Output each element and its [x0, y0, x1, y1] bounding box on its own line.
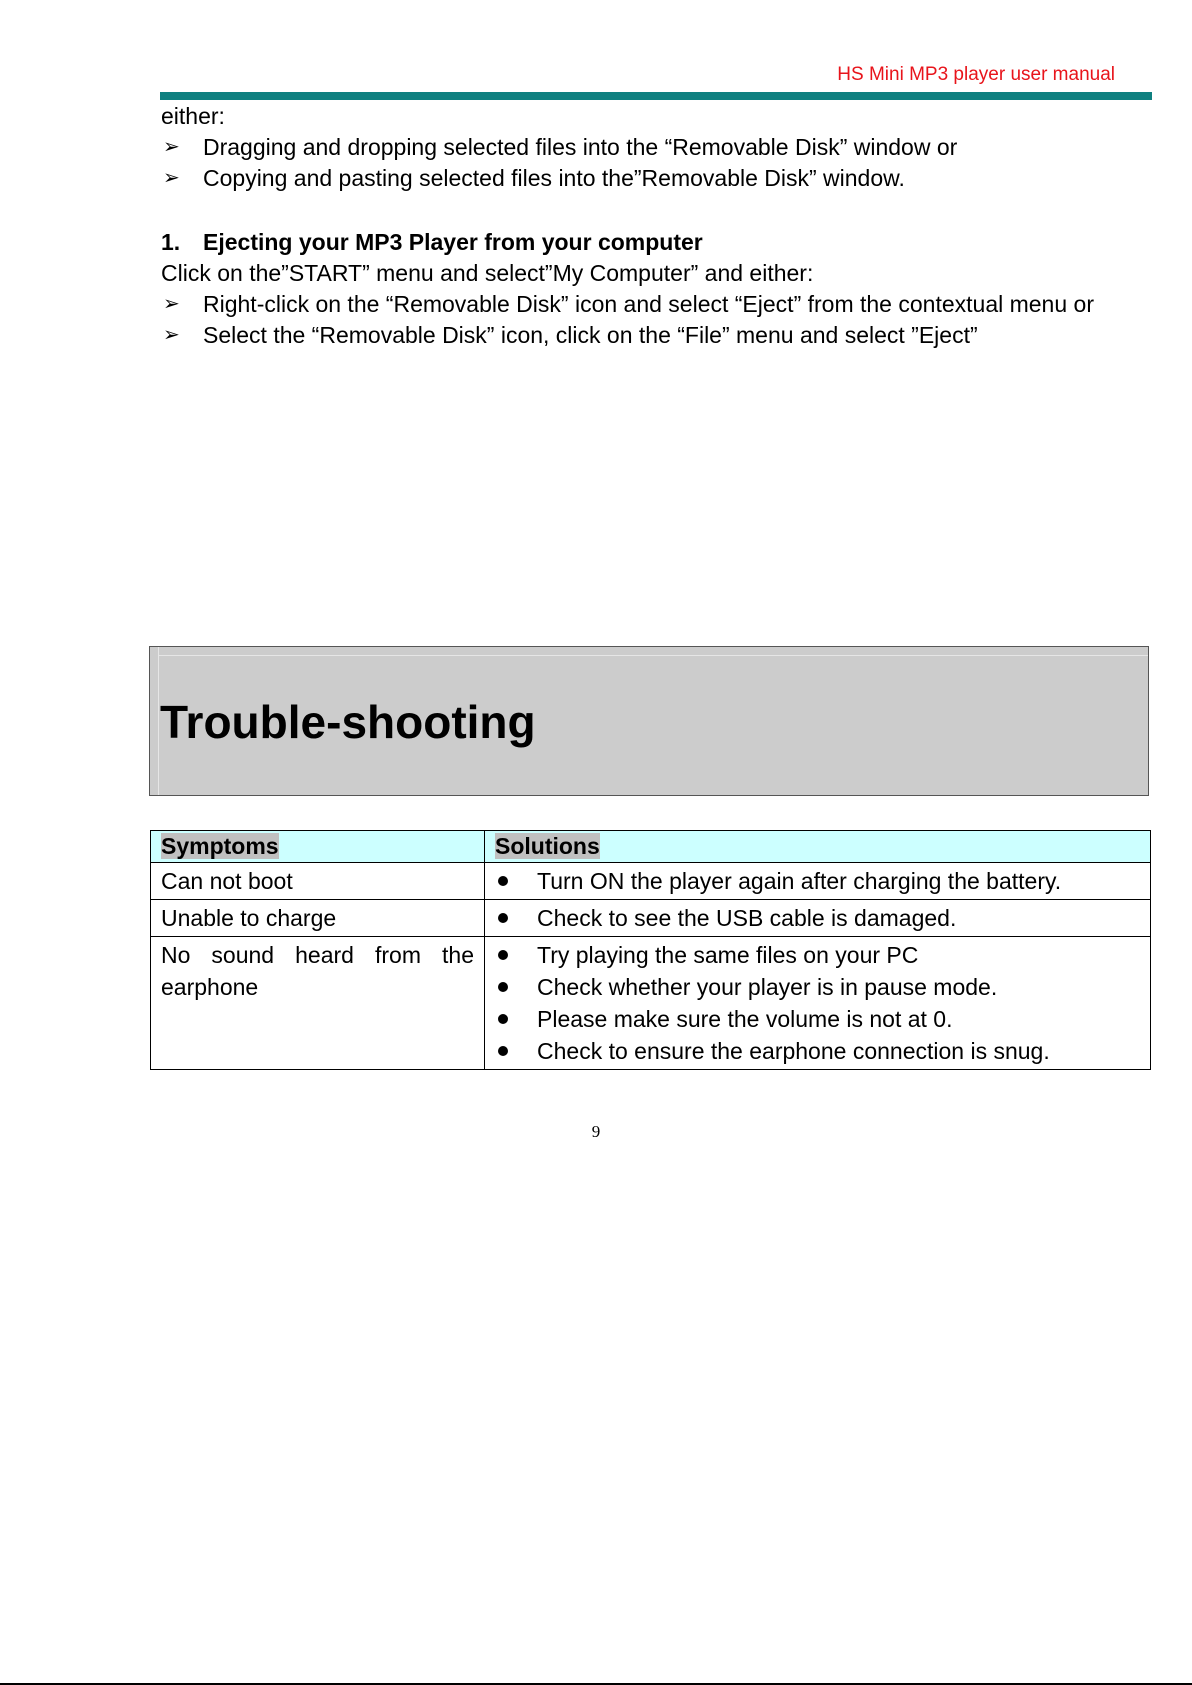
table-row — [151, 900, 1151, 937]
intro-bullet-list — [161, 132, 1121, 194]
list-item — [161, 320, 1121, 351]
title-box-inner-rule-top — [158, 655, 1148, 656]
list-item — [495, 865, 1140, 897]
arrowhead-bullet-icon: ➢ — [163, 136, 180, 158]
page-number: 9 — [591, 1122, 601, 1141]
list-item — [495, 1003, 1140, 1035]
list-item — [161, 163, 1121, 194]
intro-lead: either: — [161, 103, 225, 129]
column-header-symptoms — [151, 831, 485, 863]
bullet-text: Copying and pasting selected files into the”Removable Disk” window. — [203, 165, 905, 191]
solution-text: Try playing the same files on your PC — [537, 942, 919, 968]
troubleshooting-table — [150, 830, 1151, 1070]
arrowhead-bullet-icon: ➢ — [163, 324, 180, 346]
bullet-text: Right-click on the “Removable Disk” icon and select “Eject” from the contextual menu or — [203, 291, 1094, 317]
filled-circle-bullet-icon — [498, 913, 508, 923]
filled-circle-bullet-icon — [498, 1014, 508, 1024]
section-intro: Click on the”START” menu and select”My Computer” and either: — [161, 260, 814, 286]
arrowhead-bullet-icon: ➢ — [163, 293, 180, 315]
arrowhead-bullet-icon: ➢ — [163, 167, 180, 189]
bullet-text: Dragging and dropping selected files into the “Removable Disk” window or — [203, 134, 958, 160]
symptom-cell: Can not boot — [151, 863, 485, 900]
troubleshooting-title: Trouble-shooting — [160, 696, 536, 748]
solution-cell — [485, 900, 1151, 937]
table-row — [151, 863, 1151, 900]
eject-bullet-list — [161, 289, 1121, 351]
list-item — [161, 132, 1121, 163]
solution-list — [495, 865, 1140, 897]
list-item — [161, 289, 1121, 320]
list-item — [495, 939, 1140, 971]
table-header-row — [151, 831, 1151, 863]
table-row — [151, 937, 1151, 1070]
solution-text: Check to ensure the earphone connection is snug. — [537, 1038, 1050, 1064]
column-header-label: Solutions — [495, 833, 600, 859]
filled-circle-bullet-icon — [498, 876, 508, 886]
solution-cell — [485, 937, 1151, 1070]
header-rule — [160, 92, 1152, 100]
list-item — [495, 902, 1140, 934]
solution-cell — [485, 863, 1151, 900]
list-item — [495, 971, 1140, 1003]
symptom-cell: Unable to charge — [151, 900, 485, 937]
symptom-cell: No sound heard from the earphone — [151, 937, 485, 1070]
title-box-inner-rule — [158, 647, 159, 795]
troubleshooting-title-box — [149, 646, 1149, 796]
page-header-title: HS Mini MP3 player user manual — [837, 64, 1115, 85]
solution-text: Check to see the USB cable is damaged. — [537, 905, 957, 931]
bullet-text: Select the “Removable Disk” icon, click on the “File” menu and select ”Eject” — [203, 322, 978, 348]
section-heading-text: Ejecting your MP3 Player from your computer — [203, 229, 703, 255]
solution-list — [495, 902, 1140, 934]
filled-circle-bullet-icon — [498, 950, 508, 960]
column-header-solutions — [485, 831, 1151, 863]
filled-circle-bullet-icon — [498, 982, 508, 992]
solution-text: Please make sure the volume is not at 0. — [537, 1006, 953, 1032]
section-heading — [161, 228, 703, 256]
section-number: 1. — [161, 229, 181, 255]
solution-text: Check whether your player is in pause mode. — [537, 974, 998, 1000]
column-header-label: Symptoms — [161, 833, 279, 859]
solution-list — [495, 939, 1140, 1067]
solution-text: Turn ON the player again after charging the battery. — [537, 868, 1062, 894]
filled-circle-bullet-icon — [498, 1046, 508, 1056]
list-item — [495, 1035, 1140, 1067]
